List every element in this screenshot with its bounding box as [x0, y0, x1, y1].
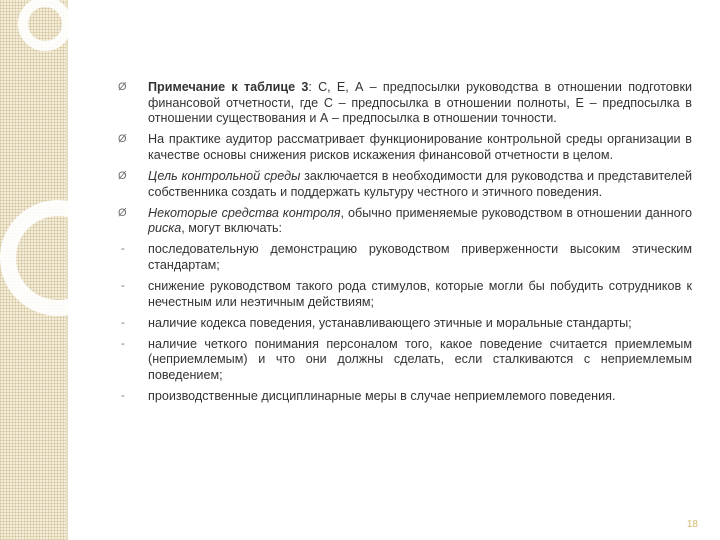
dash-item-code: [118, 316, 692, 332]
bold-lead: Примечание к таблице 3: [148, 80, 309, 94]
dash-text: последовательную демонстрацию руководством приверженности высоким этическим стандартам;: [148, 242, 692, 272]
arrow-bullet-icon: Ø: [118, 133, 127, 146]
dash-text: наличие кодекса поведения, устанавливающего этичные и моральные стандарты;: [148, 315, 632, 330]
bullet-text: На практике аудитор рассматривает функционирование контрольной среды организации в качестве основы снижения рисков искажения финансовой отчетности в целом.: [148, 132, 692, 162]
decorative-ring-small: [23, 2, 67, 46]
dash-bullet-icon: -: [121, 390, 125, 403]
dash-bullet-icon: -: [121, 337, 125, 350]
bullet-rest: : С, Е, А – предпосылки руководства в отношении подготовки финансовой отчетности, где С – предпосылка в отношении полноты, Е – предпосылка в отношении существования и А – предпосылка в отношении точности.: [148, 80, 692, 126]
dash-bullet-icon: -: [121, 280, 125, 293]
notes-list: [118, 80, 692, 410]
dash-bullet-icon: -: [121, 316, 125, 329]
bullet-end: , могут включать:: [181, 221, 283, 236]
dash-item-discipline: [118, 389, 692, 405]
dash-item-ethics: [118, 242, 692, 273]
bullet-text: [148, 206, 692, 237]
bullet-text: [148, 80, 692, 127]
bullet-item-auditor-practice: [118, 132, 692, 163]
italic-word: риска: [148, 221, 182, 236]
dash-text: снижение руководством такого рода стимулов, которые могли бы побудить сотрудников к нечестным или неэтичным действиям;: [148, 279, 692, 309]
bullet-item-control-goal: [118, 169, 692, 200]
arrow-bullet-icon: Ø: [118, 169, 127, 182]
page-number: 18: [686, 519, 698, 530]
dash-text: производственные дисциплинарные меры в случае неприемлемого поведения.: [148, 389, 616, 404]
dash-item-incentives: [118, 279, 692, 310]
decorative-ring-large: [8, 208, 108, 308]
bullet-rest: заключается в необходимости для руководства и представителей собственника создать и поддержать культуру честного и этичного поведения.: [148, 168, 692, 199]
italic-lead: Цель контрольной среды: [148, 168, 301, 183]
italic-lead: Некоторые средства контроля: [148, 205, 341, 220]
bullet-item-table-note: [118, 80, 692, 127]
arrow-bullet-icon: Ø: [118, 81, 127, 93]
bullet-item-control-means: [118, 206, 692, 237]
arrow-bullet-icon: Ø: [118, 206, 127, 219]
dash-text: наличие четкого понимания персоналом того, какое поведение считается приемлемым (неприемлемым) и что они должны сделать, если сталкиваются с неприемлемым поведением;: [148, 336, 692, 382]
bullet-text: [148, 169, 692, 200]
dash-item-understanding: [118, 337, 692, 384]
bullet-mid: , обычно применяемые руководством в отношении данного: [340, 205, 692, 220]
dash-bullet-icon: -: [121, 243, 125, 256]
